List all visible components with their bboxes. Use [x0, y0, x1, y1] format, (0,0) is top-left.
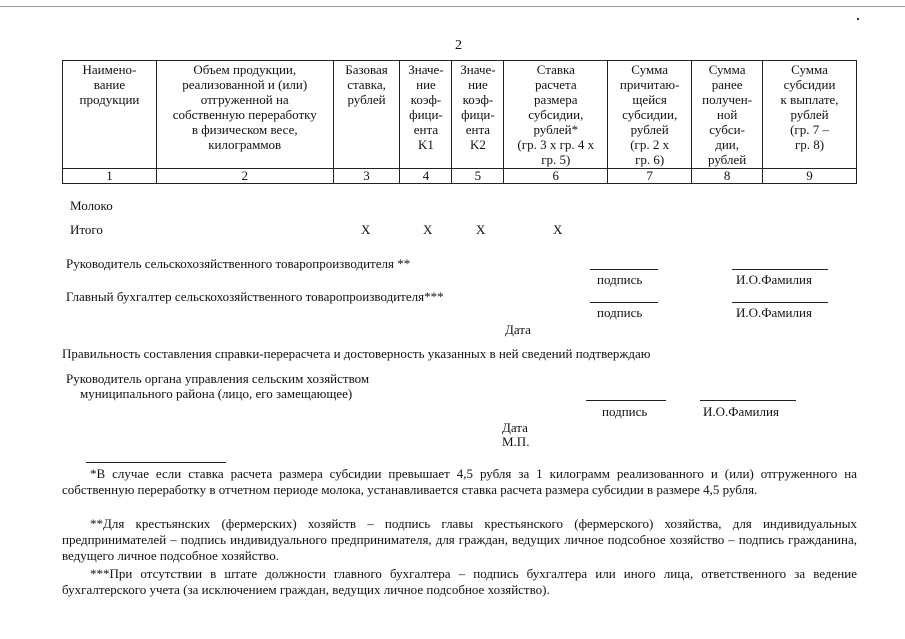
scan-speck — [857, 18, 859, 20]
header-cell-6 — [504, 61, 608, 169]
header-cell-8 — [692, 61, 763, 169]
header-line: рублей* — [533, 122, 579, 137]
header-line: ента — [413, 122, 439, 137]
total-col3-mark: Х — [361, 222, 371, 237]
column-number-4: 4 — [400, 169, 452, 184]
chief-accountant-signature-caption: подпись — [597, 305, 643, 320]
header-line: рублей — [708, 152, 747, 167]
header-line: Наимено- — [82, 62, 137, 77]
page-number: 2 — [455, 38, 462, 53]
header-line: (гр. 3 х гр. 4 х — [517, 137, 595, 152]
header-line: коэф- — [462, 92, 494, 107]
header-line: ставка, — [347, 77, 386, 92]
header-line: коэф- — [410, 92, 442, 107]
header-line: Базовая — [345, 62, 388, 77]
header-line: Объем продукции, — [193, 62, 297, 77]
header-line: субсидии, — [528, 107, 584, 122]
header-line: ние — [468, 77, 488, 92]
chief-accountant-name-caption: И.О.Фамилия — [736, 305, 812, 320]
header-line: в физическом весе, — [191, 122, 298, 137]
chief-accountant-signature-line — [590, 302, 658, 303]
header-line: ной — [716, 107, 738, 122]
row-milk-label: Молоко — [70, 198, 113, 213]
header-line: ранее — [711, 77, 743, 92]
header-line: размера — [534, 92, 578, 107]
header-cell-4 — [400, 61, 452, 169]
head-producer-name-caption: И.О.Фамилия — [736, 272, 812, 287]
header-line: гр. 5) — [541, 152, 571, 167]
chief-accountant-name-line — [732, 302, 828, 303]
header-line: Сумма — [791, 62, 828, 77]
confirmation-text: Правильность составления справки-перерасчета и достоверность указанных в ней сведений подтверждаю — [62, 346, 651, 361]
column-number-5: 5 — [452, 169, 504, 184]
chief-accountant-label: Главный бухгалтер сельскохозяйственного товаропроизводителя*** — [66, 289, 444, 304]
header-line: отгруженной на — [200, 92, 289, 107]
header-line: ента — [465, 122, 491, 137]
header-line: фици- — [409, 107, 443, 122]
column-number-8: 8 — [692, 169, 763, 184]
header-line: собственную переработку — [172, 107, 317, 122]
header-line: рублей — [347, 92, 386, 107]
header-line: субси- — [709, 122, 745, 137]
head-agency-signature-caption: подпись — [602, 404, 648, 419]
header-line: рублей — [630, 122, 669, 137]
header-line: дии, — [715, 137, 739, 152]
header-line: Ставка — [536, 62, 575, 77]
head-producer-name-line — [732, 269, 828, 270]
header-line: вание — [93, 77, 126, 92]
header-line: получен- — [702, 92, 753, 107]
head-agency-line1: Руководитель органа управления сельским хозяйством — [66, 371, 370, 386]
head-producer-signature-line — [590, 269, 658, 270]
header-line: (гр. 7 – — [790, 122, 829, 137]
header-line: расчета — [534, 77, 577, 92]
header-line: к выплате, — [780, 92, 839, 107]
header-line: щейся — [632, 92, 667, 107]
header-line: реализованной и (или) — [182, 77, 308, 92]
column-number-6: 6 — [504, 169, 608, 184]
header-line: субсидии, — [622, 107, 678, 122]
header-line: Сумма — [708, 62, 746, 77]
footnote-2: **Для крестьянских (фермерских) хозяйств – подпись главы крестьянского (фермерского) хозяйства, для индивидуальных предпринимателей – подпись индивидуального предпринимателя, для граждан, ведущих личное подсобное хозяйство – подпись гражданина, ведущего личное подсобное хозяйство. — [62, 516, 857, 563]
header-line: K1 — [418, 137, 434, 152]
column-number-9: 9 — [763, 169, 857, 184]
total-col6-mark: Х — [553, 222, 563, 237]
total-col5-mark: Х — [476, 222, 486, 237]
header-line: гр. 8) — [794, 137, 825, 152]
table-header-row — [63, 61, 857, 169]
footnote-3: ***При отсутствии в штате должности главного бухгалтера – подпись бухгалтера или иного лица, ответственного за ведение бухгалтерского учета (за исключением граждан, ведущих личное подсобное хозяйство). — [62, 566, 857, 597]
total-col4-mark: Х — [423, 222, 433, 237]
header-line: гр. 6) — [635, 152, 665, 167]
column-number-3: 3 — [333, 169, 400, 184]
column-number-2: 2 — [156, 169, 333, 184]
column-number-7: 7 — [608, 169, 692, 184]
header-line: Значе- — [460, 62, 496, 77]
row-total-label: Итого — [70, 222, 103, 237]
header-cell-9 — [763, 61, 857, 169]
head-producer-label: Руководитель сельскохозяйственного товаропроизводителя ** — [66, 256, 411, 271]
column-number-1: 1 — [63, 169, 157, 184]
header-line: (гр. 2 х — [630, 137, 670, 152]
stamp-label: М.П. — [502, 434, 530, 449]
header-cell-5 — [452, 61, 504, 169]
header-line: килограммов — [208, 137, 282, 152]
footnote-separator — [86, 462, 226, 463]
header-line: фици- — [461, 107, 495, 122]
column-number-row — [63, 169, 857, 184]
date-label-1: Дата — [505, 322, 531, 337]
header-line: Сумма — [631, 62, 669, 77]
subsidy-table — [62, 60, 857, 184]
header-cell-3 — [333, 61, 400, 169]
head-agency-line2: муниципального района (лицо, его замещающее) — [80, 386, 353, 401]
page-top-border — [0, 6, 905, 7]
header-line: причитаю- — [619, 77, 680, 92]
header-cell-7 — [608, 61, 692, 169]
head-agency-name-line — [700, 400, 796, 401]
head-producer-signature-caption: подпись — [597, 272, 643, 287]
header-line: ние — [416, 77, 436, 92]
footnote-1: *В случае если ставка расчета размера субсидии превышает 4,5 рубля за 1 килограмм реализованного и (или) отгруженного на собственную переработку в отчетном периоде молока, устанавливается ставка расчета размера субсидии в размере 4,5 рубля. — [62, 466, 857, 497]
header-cell-2 — [156, 61, 333, 169]
header-line: Значе- — [408, 62, 444, 77]
header-line: K2 — [469, 137, 486, 152]
header-cell-1 — [63, 61, 157, 169]
date-label-2: Дата — [502, 420, 528, 435]
header-line: субсидии — [783, 77, 836, 92]
header-line: рублей — [790, 107, 829, 122]
header-line: продукции — [79, 92, 140, 107]
head-agency-name-caption: И.О.Фамилия — [703, 404, 779, 419]
head-agency-signature-line — [586, 400, 666, 401]
